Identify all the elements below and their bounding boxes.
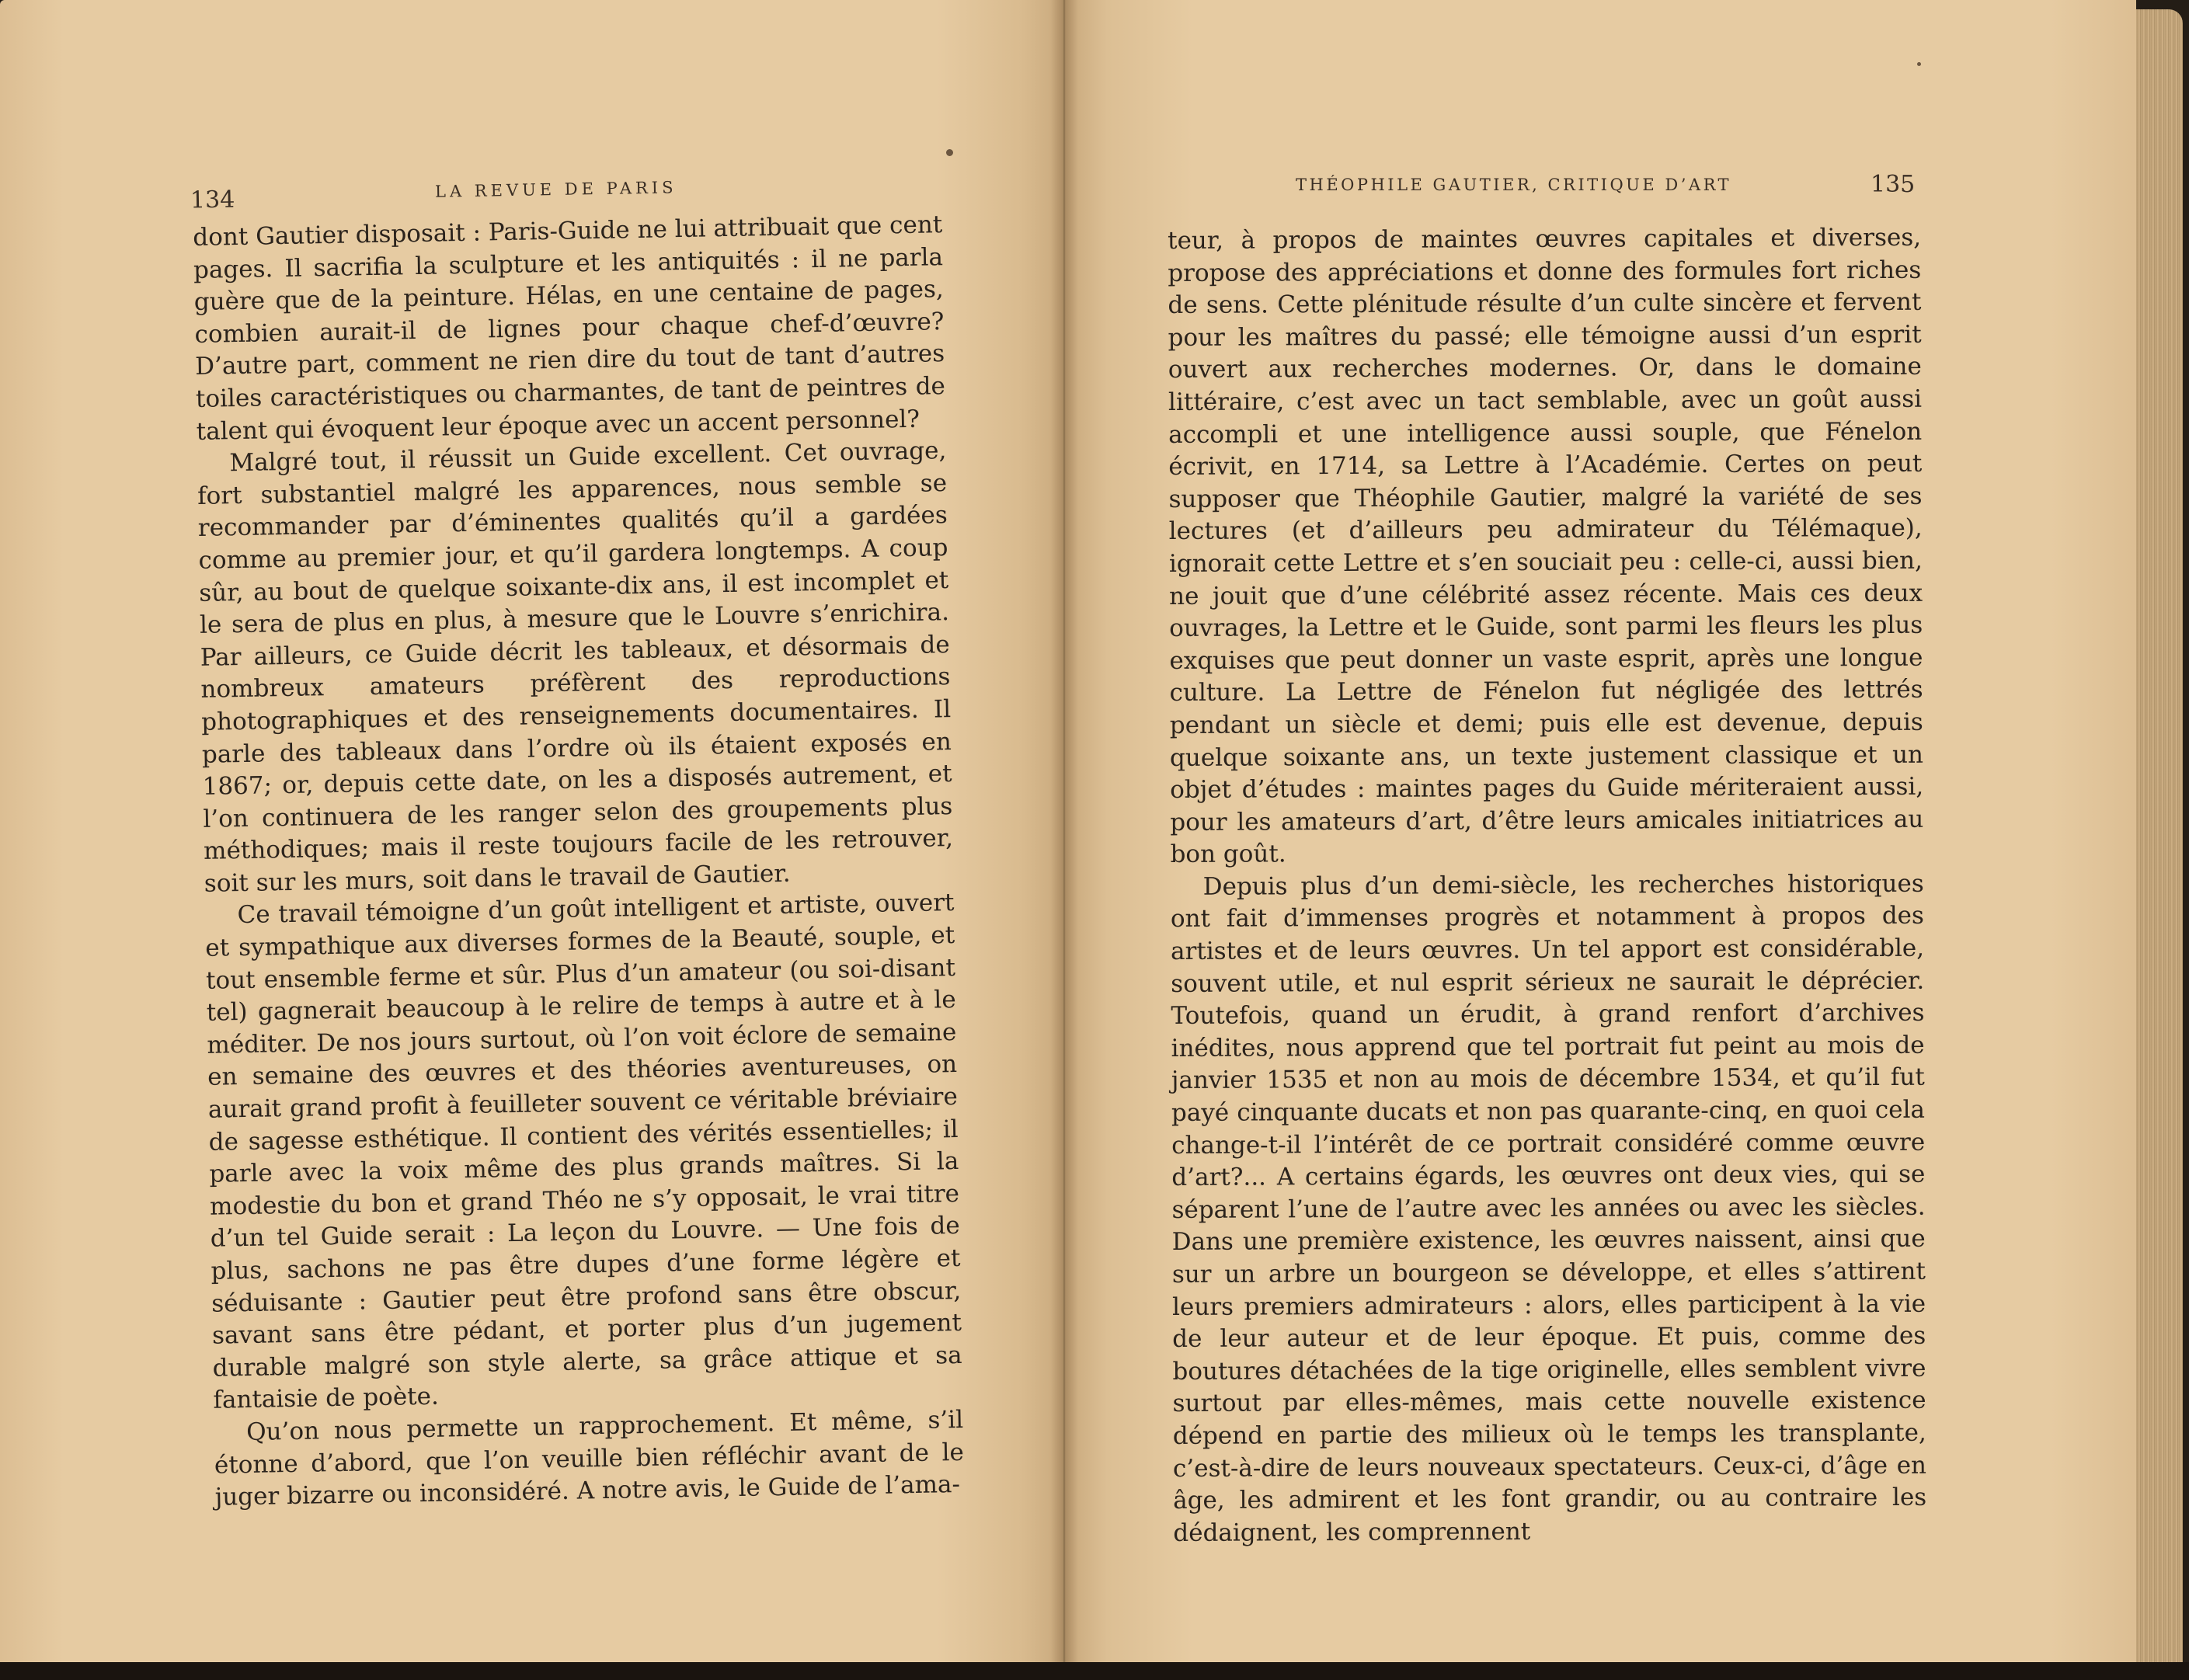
book-gutter [1050,0,1078,1671]
paper-speck [1917,62,1921,66]
left-paragraph-4: Qu’on nous permette un rapprochement. Et même, s’il étonne d’abord, que l’on veuille bien réfléchir avant de le juger bizarre ou inconsidéré. A notre avis, le Guide de l’ama- [214,1405,965,1511]
right-paragraph-1: teur, à propos de maintes œuvres capitales et diverses, propose des appréciations et donne des formules fort riches de sens. Cette plénitude résulte d’un culte sincère et fervent pour les maîtres du passé; elle témoigne aussi d’un esprit ouvert aux recherches modernes. Or, dans le domaine littéraire, c’est avec un tact semblable, avec un goût aussi accompli et une intelligence aussi souple, que Fénelon écrivit, en 1714, sa Lettre à l’Académie. Certes on peut supposer que Théophile Gautier, malgré la variété de ses lectures (et d’ailleurs peu admirateur du Télémaque), ignorait cette Lettre et s’en souciait peu : celle-ci, aussi bien, ne jouit que d’une célébrité assez récente. Mais ces deux ouvrages, la Lettre et le Guide, sont parmi les fleurs les plus exquises que peut donner un vaste esprit, après une longue culture. La Lettre de Fénelon fut négligée des lettrés pendant un siècle et demi; puis elle est devenue, depuis quelque soixante ans, un texte justement classique et un objet d’études : maintes pages du Guide mériteraient aussi, pour les amateurs d’art, d’être leurs amicales initiatrices au bon goût. [1168,223,1924,869]
left-page-body [193,209,965,1514]
page-edges [2136,9,2183,1671]
page-number-left: 134 [190,186,235,214]
page-number-right: 135 [1871,171,1916,198]
left-paragraph-3: Ce travail témoigne d’un goût intelligent et artiste, ouvert et sympathique aux diverses formes de la Beauté, souple, et tout ensemble ferme et sûr. Plus d’un amateur (ou soi-disant tel) gagnerait beaucoup à le relire de temps à autre et à le méditer. De nos jours surtout, où l’on voit éclore de semaine en semaine des œuvres et des théories aventureuses, on aurait grand profit à feuilleter souvent ce véritable bréviaire de sagesse esthétique. Il contient des vérités essentielles; il parle avec la voix même des plus grands maîtres. Si la modestie du bon et grand Théo ne s’y opposait, le vrai titre d’un tel Guide serait : La leçon du Louvre. — Une fois de plus, sachons ne pas être dupes d’une forme légère et séduisante : Gautier peut être profond sans être obscur, savant sans être pédant, et porter plus d’un jugement durable malgré son style alerte, sa grâce attique et sa fantaisie de poète. [205,889,962,1415]
running-head-right: THÉOPHILE GAUTIER, CRITIQUE D’ART [1296,176,1732,194]
right-page [1064,0,2136,1671]
left-paragraph-2: Malgré tout, il réussit un Guide excellent. Cet ouvrage, fort substantiel malgré les apparences, nous semble se recommander par d’éminentes qualités qu’il a gardées comme au premier jour, et qu’il gardera longtemps. A coup sûr, au bout de quelque soixante-dix ans, il est incomplet et le sera de plus en plus, à mesure que le Louvre s’enrichira. Par ailleurs, ce Guide décrit les tableaux, et désormais de nombreux amateurs préfèrent des reproductions photographiques et des renseignements documentaires. Il parle des tableaux dans l’ordre où ils étaient exposés en 1867; or, depuis cette date, on les a disposés autrement, et l’on continuera de les ranger selon des groupements plus méthodiques; mais il reste toujours facile de les retrouver, soit sur les murs, soit dans le travail de Gautier. [197,437,954,898]
running-head-left: LA REVUE DE PARIS [434,178,677,201]
left-paragraph-1: dont Gautier disposait : Paris-Guide ne lui attribuait que cent pages. Il sacrifia la sculpture et les antiquités : il ne parla guère que de la peinture. Hélas, en une centaine de pages, combien aurait-il de lignes pour chaque chef-d’œuvre? D’autre part, comment ne rien dire du tout de tant d’autres toiles caractéristiques ou charmantes, de tant de peintres de talent qui évoquent leur époque avec un accent personnel? [193,210,946,446]
left-page [0,0,1064,1671]
right-paragraph-2: Depuis plus d’un demi-siècle, les recherches historiques ont fait d’immenses progrès et notamment à propos des artistes et de leurs œuvres. Un tel apport est considérable, souvent utile, et nul esprit sérieux ne saurait le déprécier. Toutefois, quand un érudit, à grand renfort d’archives inédites, nous apprend que tel portrait fut peint au mois de janvier 1535 et non au mois de décembre 1534, et qu’il fut payé cinquante ducats et non pas quarante-cinq, en quoi cela change-t-il l’intérêt de ce portrait considéré comme œuvre d’art?... A certains égards, les œuvres ont deux vies, qui se séparent l’une de l’autre avec les années ou avec les siècles. Dans une première existence, les œuvres naissent, ainsi que sur un arbre un bourgeon se développe, et elles s’attirent leurs premiers admirateurs : alors, elles participent à la vie de leur auteur et de leur époque. Et puis, comme des boutures détachées de la tige originelle, elles semblent vivre surtout par elles-mêmes, mais cette nouvelle existence dépend en partie des milieux où le temps les transplante, c’est-à-dire de leurs nouveaux spectateurs. Ceux-ci, d’âge en âge, les admirent et les font grandir, ou au contraire les dédaignent, les comprennent [1170,869,1927,1547]
paper-speck [946,149,953,156]
bottom-shadow [0,1662,2189,1680]
right-page-body [1168,222,1926,1550]
